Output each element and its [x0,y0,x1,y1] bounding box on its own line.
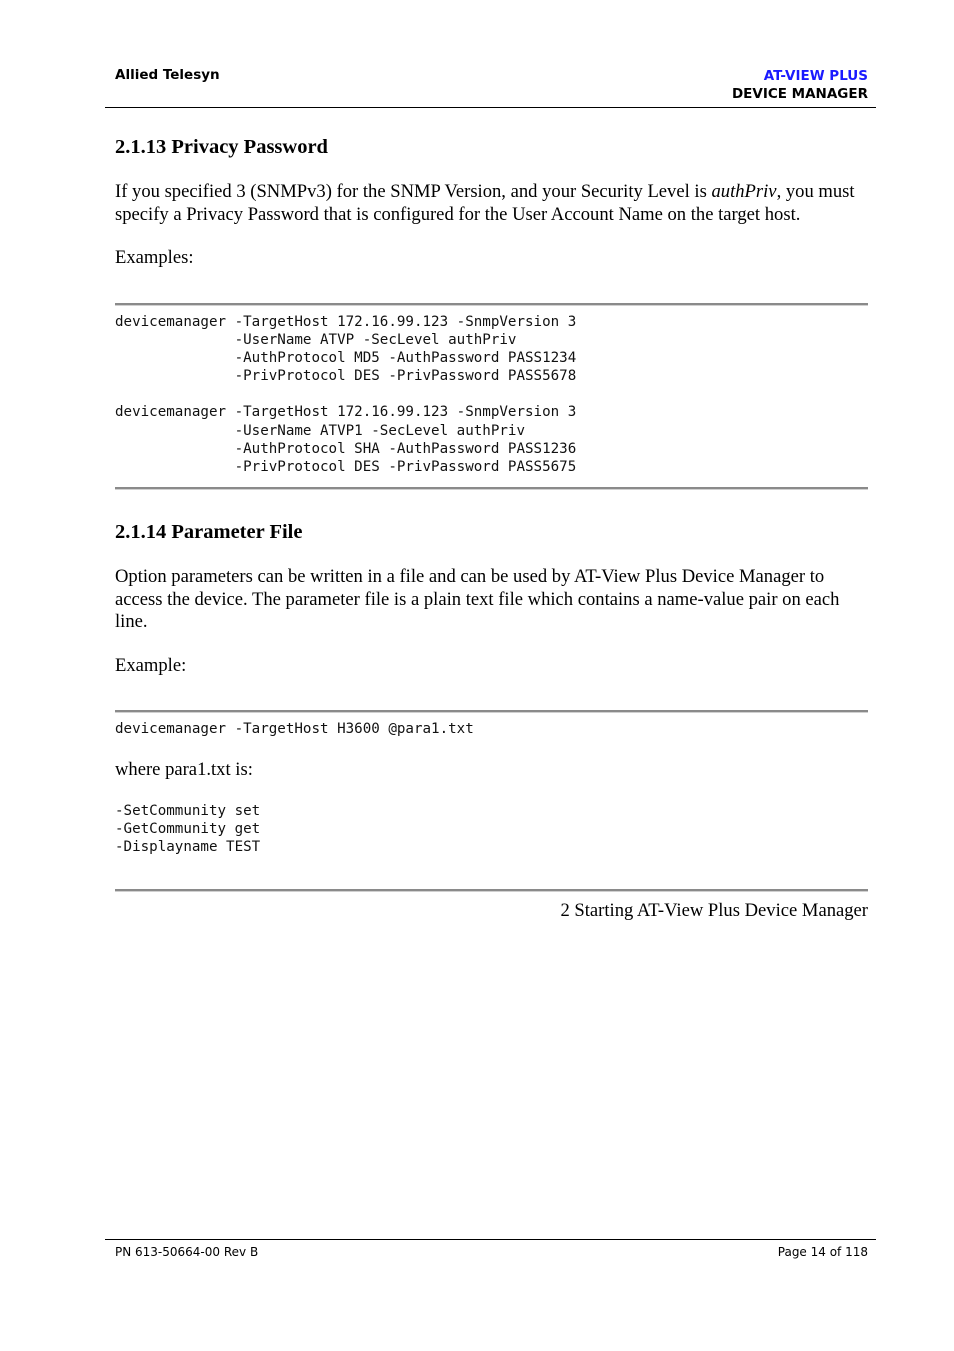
chapter-reference: 2 Starting AT-View Plus Device Manager [560,900,868,922]
code-example-2: devicemanager -TargetHost 172.16.99.123 -SnmpVersion 3 -UserName ATVP1 -SecLevel authPriv -AuthProtocol SHA -AuthPassword PASS1236 -PrivProtocol DES -PrivPassword PASS5675 [115,404,577,475]
para-file-contents: -SetCommunity set -GetCommunity get -Displayname TEST [115,802,261,856]
where-text: where para1.txt is: [115,759,253,781]
header-divider [105,107,876,108]
code-example-1: devicemanager -TargetHost 172.16.99.123 -SnmpVersion 3 -UserName ATVP -SecLevel authPriv -AuthProtocol MD5 -AuthPassword PASS1234 -PrivProtocol DES -PrivPassword PASS5678 [115,313,577,385]
parameter-command: devicemanager -TargetHost H3600 @para1.txt [115,721,474,738]
privacy-para-after: , you must specify a Privacy Password that is configured for the User Account Name on the target host. [115,181,855,225]
footer-part-number: PN 613-50664-00 Rev B [115,1245,259,1259]
privacy-password-paragraph [115,181,868,226]
main-content [115,134,868,923]
parameter-file-heading: 2.1.14 Parameter File [115,521,303,544]
footer-divider [105,1239,876,1240]
examples-label: Examples: [115,247,194,268]
header-title-block [732,67,868,103]
chapter-rule [115,889,868,892]
privacy-para-before: If you specified 3 (SNMPv3) for the SNMP Version, and your Security Level is [115,181,712,202]
parameter-file-paragraph: Option parameters can be written in a file and can be used by AT-View Plus Device Manager to access the device. The parameter file is a plain text file which contains a name-value pair on each line. [115,566,840,633]
example-label: Example: [115,654,187,676]
command-top-rule [115,710,868,713]
code-bottom-rule [115,487,868,490]
footer-page-number: Page 14 of 118 [777,1245,868,1259]
privacy-password-heading: 2.1.13 Privacy Password [115,136,328,158]
code-top-rule [115,303,868,306]
header-product: AT-VIEW PLUS [763,68,868,84]
header-module: DEVICE MANAGER [731,86,868,102]
header-company: Allied Telesyn [115,67,220,83]
privacy-para-emphasis: authPriv [711,181,777,202]
